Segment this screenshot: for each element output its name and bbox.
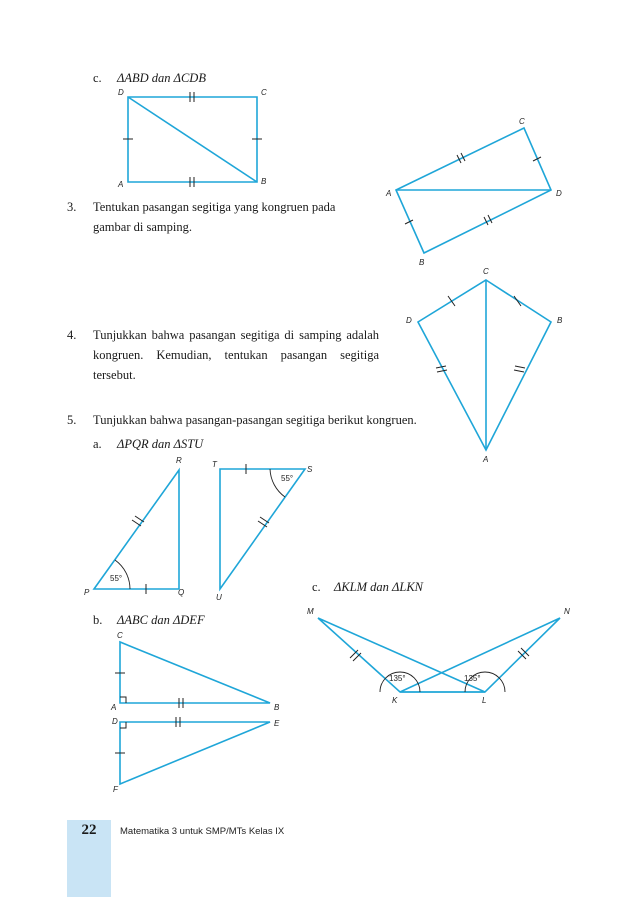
def-label-d: D [112,717,118,726]
problem-5c-text: ΔKLM dan ΔLKN [334,580,424,594]
para-label-a: A [386,189,392,198]
book-title: Matematika 3 untuk SMP/MTs Kelas IX [120,826,285,837]
pqr-label-p: P [84,588,90,597]
lkn-label-n: N [564,607,570,616]
problem-5b-text: ΔABC dan ΔDEF [117,613,205,627]
triangles-abc-def-figure [110,631,280,794]
triangle-abc [120,642,270,703]
label-l: L [482,696,487,705]
triangle-pqr [94,470,179,589]
problem-3-text: Tentukan pasangan segitiga yang kongruen pada gambar di samping. [93,200,336,234]
rectangle-figure [117,88,267,189]
problem-5-number: 5. [67,413,77,427]
problem-4-text: Tunjukkan bahwa pasangan segitiga di samping adalah kongruen. Kemudian, tentukan pasangan segitiga tersebut. [93,328,379,382]
angle-p-value: 55° [110,574,123,583]
abc-label-a: A [111,703,117,712]
problem-4-number: 4. [67,328,77,342]
problem-5a-label: a. [93,437,102,451]
angle-l-value: 135° [464,674,481,683]
klm-label-m: M [307,607,314,616]
page-number: 22 [81,822,97,838]
kite-label-a: A [483,455,489,464]
para-label-b: B [419,258,425,267]
stu-label-u: U [216,593,222,602]
rect-label-c: C [261,88,267,97]
right-angle-a [120,697,126,703]
kite-label-b: B [557,316,563,325]
para-label-c: C [519,117,525,126]
rect-label-d: D [118,88,124,97]
triangle-stu-figure [212,460,313,602]
angle-s-value: 55° [281,474,294,483]
kite-dcba [418,280,551,450]
para-label-d: D [556,189,562,198]
angle-k-value: 135° [389,674,406,683]
part-c-text: ΔABD dan ΔCDB [117,71,206,85]
triangle-stu [220,469,305,589]
parallelogram-figure [385,117,562,267]
problem-5-text: Tunjukkan bahwa pasangan-pasangan segitiga berikut kongruen. [93,413,417,427]
problem-5b-label: b. [93,613,103,627]
def-label-f: F [113,785,118,794]
kite-figure [406,267,563,464]
rect-label-a: A [118,180,124,189]
label-k: K [392,696,398,705]
def-label-e: E [274,719,280,728]
problem-5c-label: c. [312,580,321,594]
rect-label-b: B [261,177,267,186]
triangle-pqr-figure [84,456,184,597]
kite-label-c: C [483,267,489,276]
right-angle-d [120,722,126,728]
stu-label-t: T [212,460,217,469]
triangles-klm-lkn-figure [307,607,570,705]
diagonal-db [128,97,257,182]
pqr-label-q: Q [178,588,185,597]
pqr-label-r: R [176,456,182,465]
problem-5a-text: ΔPQR dan ΔSTU [117,437,204,451]
abc-label-c: C [117,631,123,640]
problem-3-number: 3. [67,200,77,214]
abc-label-b: B [274,703,280,712]
kite-label-d: D [406,316,412,325]
part-c-label: c. [93,71,102,85]
triangle-def [120,722,270,784]
stu-label-s: S [307,465,313,474]
